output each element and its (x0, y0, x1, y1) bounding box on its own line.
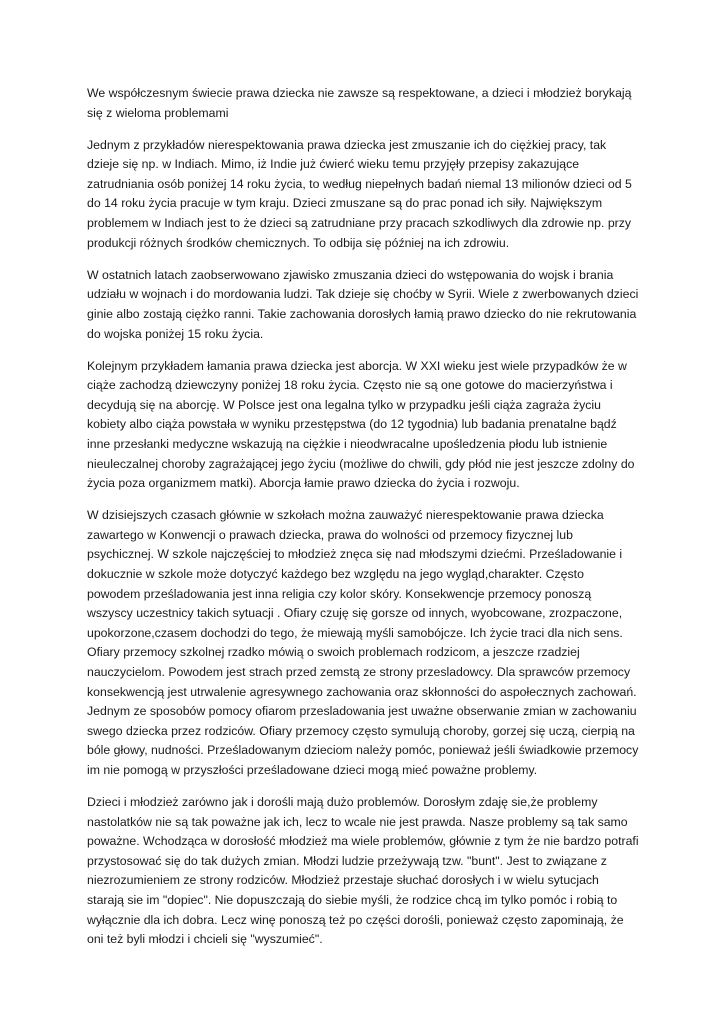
paragraph-child-soldiers: W ostatnich latach zaobserwowano zjawisko zmuszania dzieci do wstępowania do wojsk i brania udziału w wojnach i do mordowania ludzi. Tak dzieje się choćby w Syrii. Wiele z zwerbowanych dzieci ginie albo zostają ciężko ranni. Takie zachowania dorosłych łamią prawo dziecko do nie rekrutowania do wojska poniżej 15 roku życia. (87, 267, 639, 341)
paragraph-abortion: Kolejnym przykładem łamania prawa dziecka jest aborcja. W XXI wieku jest wiele przypadków że w ciąże zachodzą dziewczyny poniżej 18 roku życia. Często nie są one gotowe do macierzyństwa i decydują się na aborcję. W Polsce jest ona legalna tylko w przypadku jeśli ciąża zagraża życiu kobiety albo ciąża powstała w wyniku przestępstwa (do 12 tygodnia) lub badania prenatalne bądź inne przesłanki medyczne wskazują na ciężkie i nieodwracalne upośledzenia płodu lub istnienie nieuleczalnej choroby zagrażającej jego życiu (możliwe do chwili, gdy płód nie jest jeszcze zdolny do życia poza organizmem matki). Aborcja łamie prawo dziecka do życia i rozwoju. (87, 358, 635, 491)
paragraph-child-labor: Jednym z przykładów nierespektowania prawa dziecka jest zmuszanie ich do ciężkiej pracy, tak dzieje się np. w Indiach. Mimo, iż Indie już ćwierć wieku temu przyjęły przepisy zakazujące zatrudniania osób poniżej 14 roku życia, to według niepełnych badań niemal 13 milionów dzieci od 5 do 14 roku życia pracuje w tym kraju. Dzieci zmuszane są do prac ponad ich siły. Największym problemem w Indiach jest to że dzieci są zatrudniane przy pracach szkodliwych dla zdrowie np. przy produkcji różnych środków chemicznych. To odbija się później na ich zdrowiu. (87, 137, 632, 250)
paragraph-youth-problems: Dzieci i młodzież zarówno jak i dorośli mają dużo problemów. Dorosłym zdaję sie,że problemy nastolatków nie są tak poważne jak ich, lecz to wcale nie jest prawda. Nasze problemy są tak samo poważne. Wchodząca w dorosłość młodzież ma wiele problemów, głównie z tym że nie bardzo potrafi przystosować się do tak dużych zmian. Młodzi ludzie przeżywają tzw. "bunt". Jest to związane z niezrozumieniem ze strony rodziców. Młodzież przestaje słuchać dorosłych i w wielu sytucjach starają sie im "dopiec". Nie dopuszczają do siebie myśli, że rodzice chcą im tylko pomóc i robią to wyłącznie dla ich dobra. Lecz winę ponoszą też po części dorośli, ponieważ często zapominają, że oni też byli młodzi i chcieli się "wyszumieć". (87, 795, 639, 947)
document-page (87, 84, 639, 962)
paragraph-intro: We współczesnym świecie prawa dziecka nie zawsze są respektowane, a dzieci i młodzież borykają się z wieloma problemami (87, 86, 632, 120)
paragraph-school-violence: W dzisiejszych czasach głównie w szkołach można zauważyć nierespektowanie prawa dziecka zawartego w Konwencji o prawach dziecka, prawa do wolności od przemocy fizycznej lub psychicznej. W szkole najczęściej to młodzież znęca się nad młodszymi dziećmi. Prześladowanie i dokucznie w szkole może dotyczyć każdego bez względu na jego wygląd,charakter. Często powodem prześladowania jest inna religia czy kolor skóry. Konsekwencje przemocy ponoszą wszyscy uczestnicy takich sytuacji . Ofiary czuję się gorsze od innych, wyobcowane, zrozpaczone, upokorzone,czasem dochodzi do tego, że miewają myśli samobójcze. Ich życie traci dla nich sens. Ofiary przemocy szkolnej rzadko mówią o swoich problemach rodzicom, a jeszcze rzadziej nauczycielom. Powodem jest strach przed zemstą ze strony przesladowcy. Dla sprawców przemocy konsekwencją jest utrwalenie agresywnego zachowania oraz skłonności do aspołecznych zachowań. Jednym ze sposobów pomocy ofiarom przesladowania jest uważne obserwanie zmian w zachowaniu swego dziecka przez rodziców. Ofiary przemocy często symulują choroby, gorzej się uczą, cierpią na bóle głowy, nudności. Prześladowanym dzieciom należy pomóc, ponieważ jeśli świadkowie przemocy im nie pomogą w przyszłości prześladowane dzieci mogą mieć poważne problemy. (87, 508, 639, 777)
